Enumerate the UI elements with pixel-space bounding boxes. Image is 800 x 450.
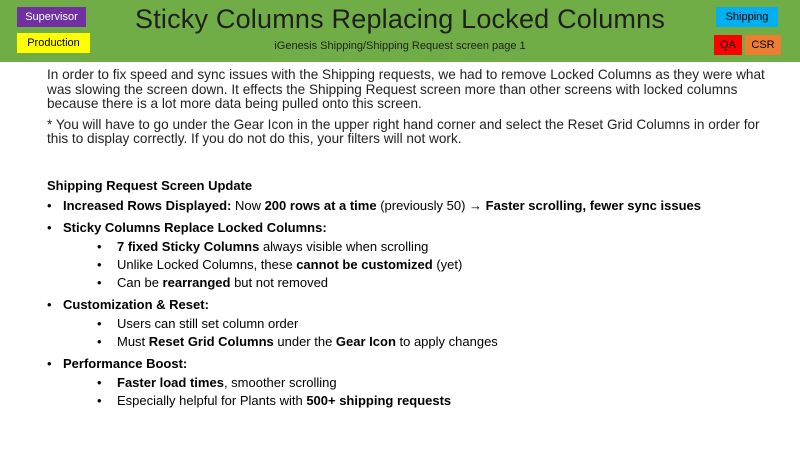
intro-text bbox=[47, 68, 782, 153]
sub-bullet-bold-text: cannot be customized bbox=[296, 257, 433, 272]
qa-tag: QA bbox=[714, 35, 742, 55]
sub-bullet bbox=[97, 334, 767, 350]
intro-paragraph-2: * You will have to go under the Gear Icon in the upper right hand corner and select the Reset Grid Columns in order for this to display correctly. If you do not do this, your filters will not work. bbox=[47, 116, 760, 146]
bullet-performance-boost bbox=[47, 356, 767, 409]
sub-bullet-text: Must bbox=[117, 334, 149, 349]
bullet-bold-text: 200 rows at a time bbox=[264, 198, 377, 213]
bullet-customization-reset bbox=[47, 297, 767, 350]
supervisor-tag: Supervisor bbox=[17, 7, 86, 27]
bullet-text: (previously 50) → bbox=[376, 198, 486, 213]
slide-header bbox=[0, 0, 800, 62]
sub-bullet-list bbox=[63, 375, 767, 409]
csr-tag: CSR bbox=[745, 35, 781, 55]
sub-bullet-bold-text: 500+ shipping requests bbox=[306, 393, 452, 408]
sub-bullet bbox=[97, 239, 767, 255]
sub-bullet bbox=[97, 257, 767, 273]
bullet-increased-rows bbox=[47, 198, 767, 214]
slide-title: Sticky Columns Replacing Locked Columns bbox=[134, 4, 666, 34]
sub-bullet-text: Can be bbox=[117, 275, 163, 290]
sub-bullet bbox=[97, 375, 767, 391]
bullet-label: Customization & Reset: bbox=[63, 297, 209, 312]
sub-bullet-text: Users can still set column order bbox=[117, 316, 299, 331]
bullet-bold-text: Faster scrolling, fewer sync issues bbox=[485, 198, 701, 213]
sub-bullet-text: always visible when scrolling bbox=[259, 239, 429, 254]
slide-subtitle: iGenesis Shipping/Shipping Request screen page 1 bbox=[274, 40, 526, 52]
production-tag: Production bbox=[17, 33, 90, 53]
bullet-sticky-columns bbox=[47, 220, 767, 291]
bullet-label: Increased Rows Displayed: bbox=[63, 198, 232, 213]
update-bullet-list bbox=[47, 198, 767, 415]
sub-bullet-text: but not removed bbox=[230, 275, 329, 290]
sub-bullet-text: , smoother scrolling bbox=[223, 375, 337, 390]
sub-bullet-text: Especially helpful for Plants with bbox=[117, 393, 307, 408]
sub-bullet-bold-text: Gear Icon bbox=[335, 334, 396, 349]
sub-bullet-list bbox=[63, 239, 767, 291]
sub-bullet bbox=[97, 316, 767, 332]
sub-bullet-bold-text: Reset Grid Columns bbox=[148, 334, 274, 349]
sub-bullet-text: to apply changes bbox=[395, 334, 498, 349]
sub-bullet-bold-text: 7 fixed Sticky Columns bbox=[117, 239, 260, 254]
sub-bullet bbox=[97, 275, 767, 291]
sub-bullet bbox=[97, 393, 767, 409]
sub-bullet-text: (yet) bbox=[432, 257, 463, 272]
bullet-label: Performance Boost: bbox=[63, 356, 188, 371]
section-title: Shipping Request Screen Update bbox=[47, 178, 253, 193]
bullet-label: Sticky Columns Replace Locked Columns: bbox=[63, 220, 327, 235]
intro-paragraph-1: In order to fix speed and sync issues with the Shipping requests, we had to remove Locked Columns as they were what was slowing the screen down. It effects the Shipping Request screen more than other screens with locked columns because there is a lot more data being pulled onto this screen. bbox=[47, 67, 765, 111]
sub-bullet-bold-text: Faster load times bbox=[117, 375, 224, 390]
sub-bullet-text: Unlike Locked Columns, these bbox=[117, 257, 297, 272]
sub-bullet-list bbox=[63, 316, 767, 350]
bullet-text: Now bbox=[231, 198, 265, 213]
sub-bullet-bold-text: rearranged bbox=[162, 275, 231, 290]
shipping-tag: Shipping bbox=[716, 7, 778, 27]
sub-bullet-text: under the bbox=[273, 334, 336, 349]
